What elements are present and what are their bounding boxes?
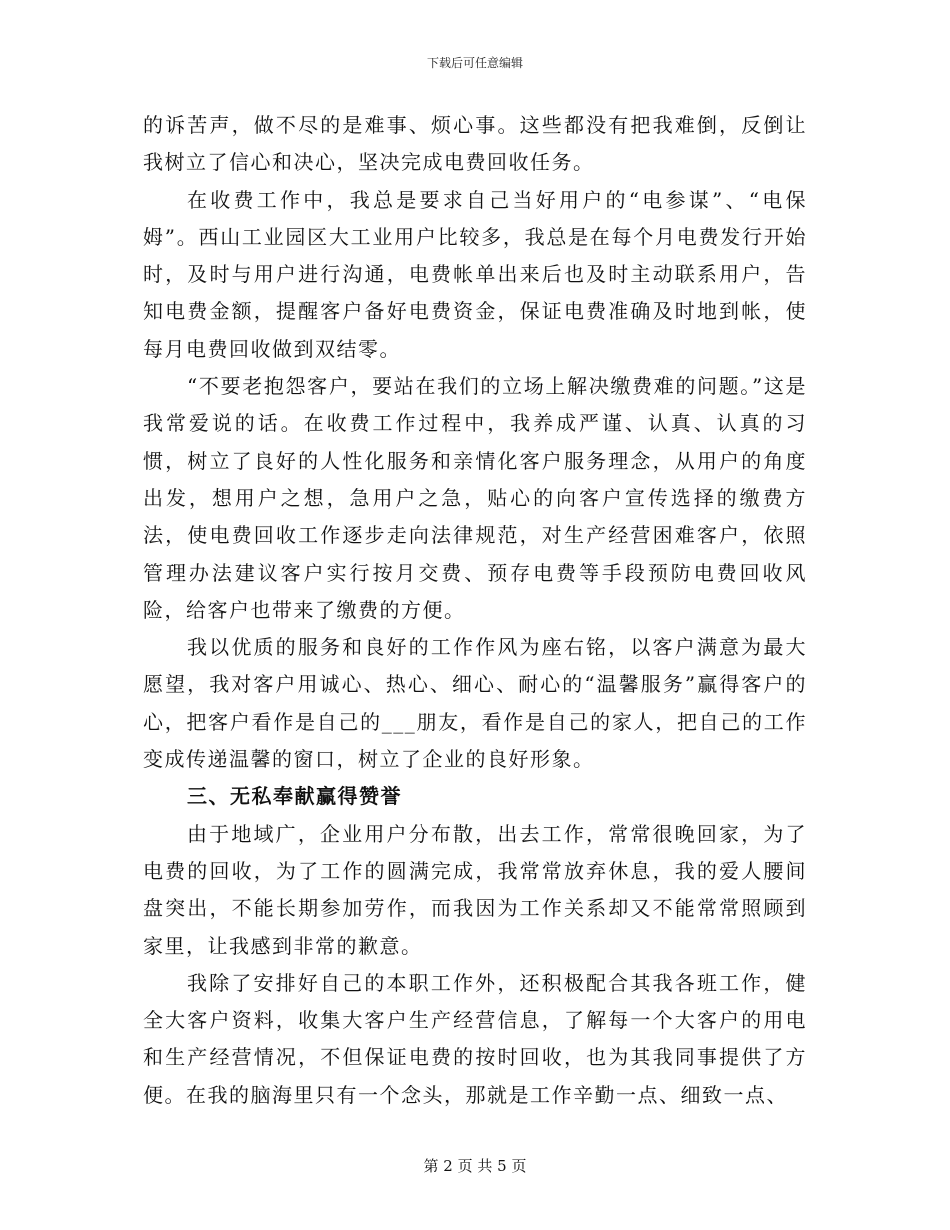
section-heading: 三、无私奉献赢得赞誉	[187, 784, 402, 809]
document-body	[143, 107, 807, 1114]
paragraph-continuation: 的诉苦声，做不尽的是难事、烦心事。这些都没有把我难倒，反倒让我树立了信心和决心，坚决完成电费回收任务。	[143, 113, 807, 175]
page-footer: 第 2 页 共 5 页	[423, 1157, 527, 1175]
page-header: 下载后可任意编辑	[426, 56, 523, 70]
paragraph-cooperation: 我除了安排好自己的本职工作外，还积极配合其我各班工作，健全大客户资料，收集大客户生产经营信息，了解每一个大客户的用电和生产经营情况，不但保证电费的按时回收，也为其我同事提供了方便。在我的脑海里只有一个念头，那就是工作辛勤一点、细致一点、	[143, 970, 807, 1107]
paragraph-customer-attitude: “不要老抱怨客户，要站在我们的立场上解决缴费难的问题。”这是我常爱说的话。在收费工作过程中，我养成严谨、认真、认真的习惯，树立了良好的人性化服务和亲情化客户服务理念，从用户的角度出发，想用户之想，急用户之急，贴心的向客户宣传选择的缴费方法，使电费回收工作逐步走向法律规范，对生产经营困难客户，依照管理办法建议客户实行按月交费、预存电费等手段预防电费回收风险，给客户也带来了缴费的方便。	[143, 374, 807, 622]
paragraph-service-motto: 我以优质的服务和良好的工作作风为座右铭，以客户满意为最大愿望，我对客户用诚心、热心、细心、耐心的“温馨服务”赢得客户的心，把客户看作是自己的___朋友，看作是自己的家人，把自己的工作变成传递温馨的窗口，树立了企业的良好形象。	[143, 635, 807, 772]
paragraph-dedication: 由于地域广，企业用户分布散，出去工作，常常很晚回家，为了电费的回收，为了工作的圆满完成，我常常放弃休息，我的爱人腰间盘突出，不能长期参加劳作，而我因为工作关系却又不能常常照顾到家里，让我感到非常的歉意。	[143, 821, 807, 958]
paragraph-fee-collection: 在收费工作中，我总是要求自己当好用户的“电参谋”、“电保姆”。西山工业园区大工业用户比较多，我总是在每个月电费发行开始时，及时与用户进行沟通，电费帐单出来后也及时主动联系用户，告知电费金额，提醒客户备好电费资金，保证电费准确及时地到帐，使每月电费回收做到双结零。	[143, 187, 807, 361]
